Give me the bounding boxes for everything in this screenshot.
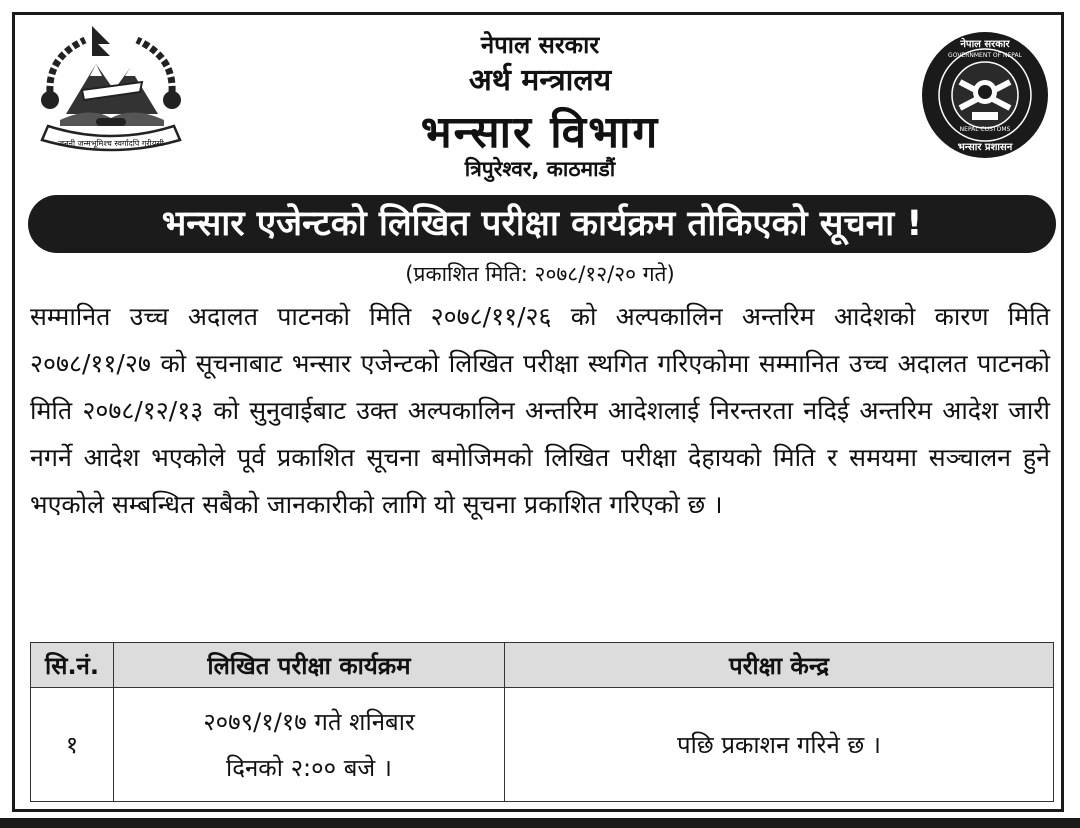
seal-bottom-text: भन्सार प्रशासन [957, 142, 1013, 153]
header-address: त्रिपुरेश्वर, काठमाडौं [464, 157, 616, 181]
header-department: भन्सार विभाग [420, 107, 660, 158]
schedule-date: २०७९/१/१७ गते शनिबार [203, 707, 415, 736]
notice-body: सम्मानित उच्च अदालत पाटनको मिति २०७८/११/२६ को अल्पकालिन अन्तरिम आदेशको कारण मिति २०७८/११/२७ को सूचनाबाट भन्सार एजेन्टको लिखित परीक्षा स्थगित गरिएकोमा सम्मानित उच्च अदालत पाटनको मिति २०७८/१२/१३ को सुनुवाईबाट उक्त अल्पकालिन अन्तरिम आदेशलाई निरन्तरता नदिई अन्तरिम आदेश जारी नगर्ने आदेश भएकोले पूर्व प्रकाशित सूचना बमोजिमको लिखित परीक्षा देहायको मिति र समयमा सञ्चालन हुने भएकोले सम्बन्धित सबैको जानकारीको लागि यो सूचना प्रकाशित गरिएको छ । [30, 302, 1050, 519]
seal-ring-text-2: NEPAL CUSTOMS [959, 126, 1011, 133]
column-header-centre: परीक्षा केन्द्र [505, 643, 1054, 688]
cell-centre: पछि प्रकाशन गरिने छ । [505, 688, 1054, 802]
column-header-serial: सि.नं. [31, 643, 114, 688]
column-header-schedule: लिखित परीक्षा कार्यक्रम [114, 643, 505, 688]
emblem-caption: जननी जन्मभूमिश्च स्वर्गादपि गरीयसी [58, 139, 164, 148]
cell-serial: १ [31, 688, 114, 802]
header-ministry: अर्थ मन्त्रालय [468, 63, 612, 98]
exam-schedule-table [30, 642, 1054, 802]
published-date: (प्रकाशित मिति: २०७८/१२/२० गते) [405, 262, 675, 286]
bottom-border-bar [0, 818, 1080, 828]
notice-title-banner: भन्सार एजेन्टको लिखित परीक्षा कार्यक्रम तोकिएको सूचना ! [28, 195, 1056, 253]
header-government: नेपाल सरकार [480, 31, 600, 59]
table-header-row [31, 643, 1054, 688]
schedule-time: दिनको २:०० बजे । [226, 753, 392, 782]
cell-schedule [114, 688, 505, 802]
table-row [31, 688, 1054, 802]
seal-top-text: नेपाल सरकार [960, 39, 1010, 50]
seal-ring-text-1: GOVERNMENT OF NEPAL [948, 52, 1022, 59]
